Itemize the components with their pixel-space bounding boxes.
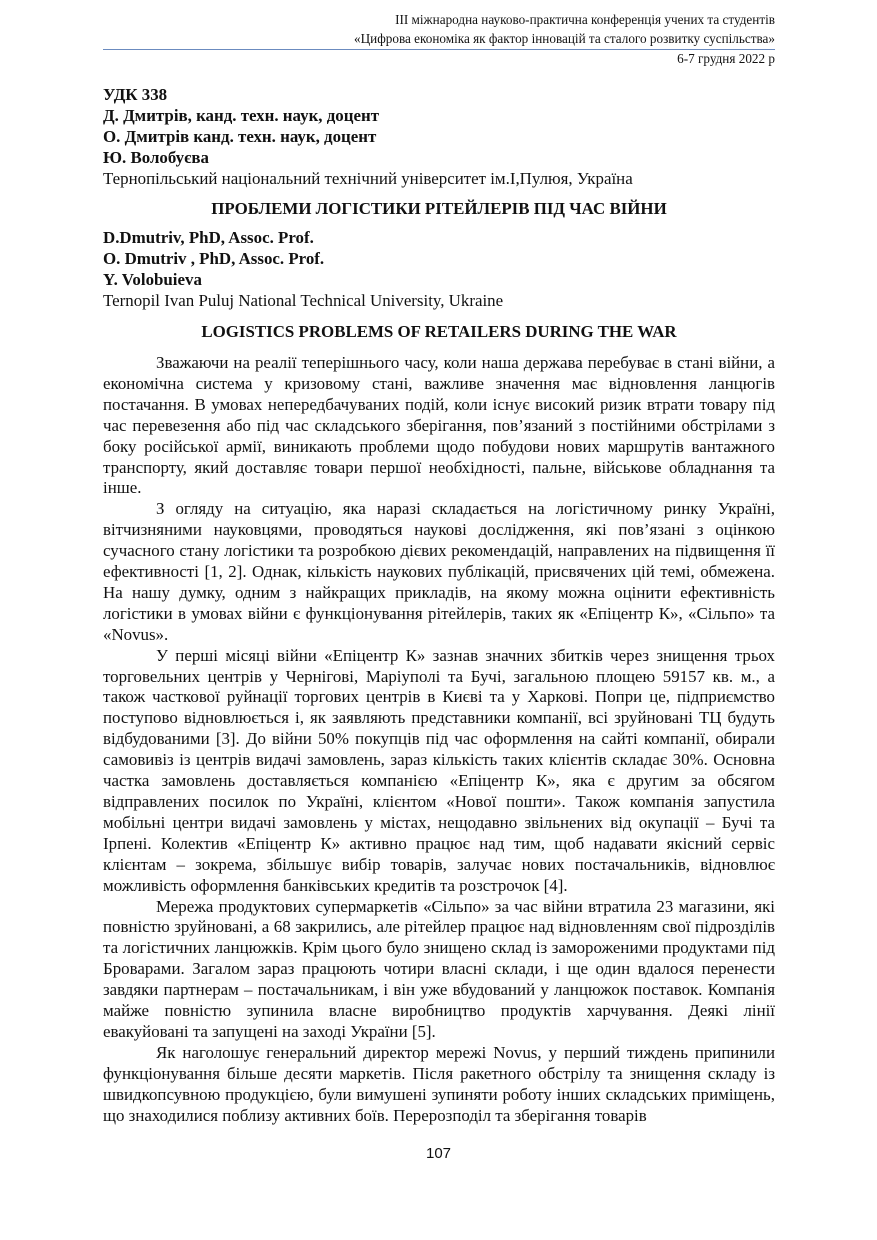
running-header <box>103 10 775 48</box>
header-divider <box>103 49 775 50</box>
author-name: Ю. Волобуєва <box>103 147 209 167</box>
author-name: О. Дмитрів канд. техн. наук, доцент <box>103 126 377 146</box>
author-name-en: O. Dmutriv , PhD, Assoc. Prof. <box>103 249 325 269</box>
udk-code: УДК 338 <box>103 85 168 104</box>
author-name-en: Y. Volobuieva <box>103 270 202 290</box>
affiliation-uk: Тернопільський національний технічний університет ім.І,Пулюя, Україна <box>103 168 633 188</box>
article-title-uk: ПРОБЛЕМИ ЛОГІСТИКИ РІТЕЙЛЕРІВ ПІД ЧАС ВІЙНИ <box>211 198 667 218</box>
page-number: 107 <box>425 1145 452 1162</box>
conference-date: 6-7 грудня 2022 р <box>677 51 775 66</box>
article-title-en: LOGISTICS PROBLEMS OF RETAILERS DURING THE WAR <box>201 322 677 342</box>
conference-theme-line: «Цифрова економіка як фактор інновацій та сталого розвитку суспільства» <box>354 31 775 46</box>
affiliation-en: Ternopil Ivan Puluj National Technical University, Ukraine <box>103 291 504 311</box>
body-paragraph: Зважаючи на реалії теперішнього часу, коли наша держава перебуває в стані війни, а економічна система у кризовому стані, важливе значення має відновлення ланцюгів постачання. В умовах непередбачуваних подій, коли існує високий ризик втрати товару під час перевезення або під час складського зберігання, пов’язаний з постійними обстрілами з боку російської армії, виникають проблеми щодо побудови нових маршрутів вантажного транспорту, який доставляє товари першої необхідності, пальне, військове обладнання та інше. <box>103 352 775 498</box>
body-paragraph: У перші місяці війни «Епіцентр К» зазнав значних збитків через знищення трьох торговельних центрів у Чернігові, Маріуполі та Бучі, загальною площею 59157 кв. м., а також часткової руйнації торгових центрів в Києві та у Харкові. Попри це, підприємство поступово відновлюється і, як заявляють представники компанії, всі зруйновані ТЦ будуть відбудованими [3]. До війни 50% покупців під час оформлення на сайті компанії, обирали самовивіз із центрів видачі замовлень, зараз кількість таких клієнтів складає 30%. Основна частка замовлень доставляється компанією «Епіцентр К», яка є другим за обсягом відправлених посилок по Україні, клієнтом «Нової пошти». Також компанія запустила мобільні центри видачі замовлень у містах, нещодавно звільнених від окупації – Бучі та Ірпені. Колектив «Епіцентр К» активно працює над тим, щоб надавати якісний сервіс клієнтам – зокрема, збільшує вибір товарів, залучає нових постачальників, відновлює можливість оформлення банківських кредитів та розстрочок [4]. <box>103 645 775 895</box>
author-name: Д. Дмитрів, канд. техн. наук, доцент <box>103 105 379 125</box>
author-block-en <box>103 228 775 312</box>
author-block-uk <box>103 85 775 190</box>
body-paragraph: З огляду на ситуацію, яка наразі складається на логістичному ринку Україні, вітчизняними науковцями, проводяться наукові дослідження, які пов’язані з оцінкою сучасного стану логістики та розробкою дієвих рекомендацій, направлених на підвищення її ефективності [1, 2]. Однак, кількість наукових публікацій, присвячених цій темі, обмежена. На нашу думку, одним з найкращих прикладів, на якому можна оцінити ефективність логістики в умовах війни є функціонування рітейлерів, таких як «Епіцентр К», «Сільпо» та «Novus». <box>103 499 775 644</box>
body-paragraph: Як наголошує генеральний директор мережі Novus, у перший тиждень припинили функціонування більше десяти маркетів. Після ракетного обстрілу та знищення складу із швидкопсувною продукцією, були вимушені зупиняти роботу інших складських приміщень, що знаходилися поблизу активних боїв. Перерозподіл та зберігання товарів <box>103 1042 775 1125</box>
conference-name-line: ІІІ міжнародна науково-практична конференція учених та студентів <box>395 12 775 27</box>
author-name-en: D.Dmutriv, PhD, Assoc. Prof. <box>103 228 314 248</box>
body-paragraph: Мережа продуктових супермаркетів «Сільпо» за час війни втратила 23 магазини, які повністю зруйновані, а 68 закрились, але рітейлер працює над відновленням свої підрозділів та логістичних ланцюжків. Крім цього було знищено склад із замороженими продуктами під Броварами. Загалом зараз працюють чотири власні склади, і ще один вдалося перенести завдяки партнерам – постачальникам, і він уже вбудований у ланцюжок поставок. Компанія майже повністю зупинила власне виробництво продуктів харчування. Деякі лінії евакуйовані та запущені на заході України [5]. <box>103 896 775 1041</box>
article-body <box>103 85 775 1127</box>
